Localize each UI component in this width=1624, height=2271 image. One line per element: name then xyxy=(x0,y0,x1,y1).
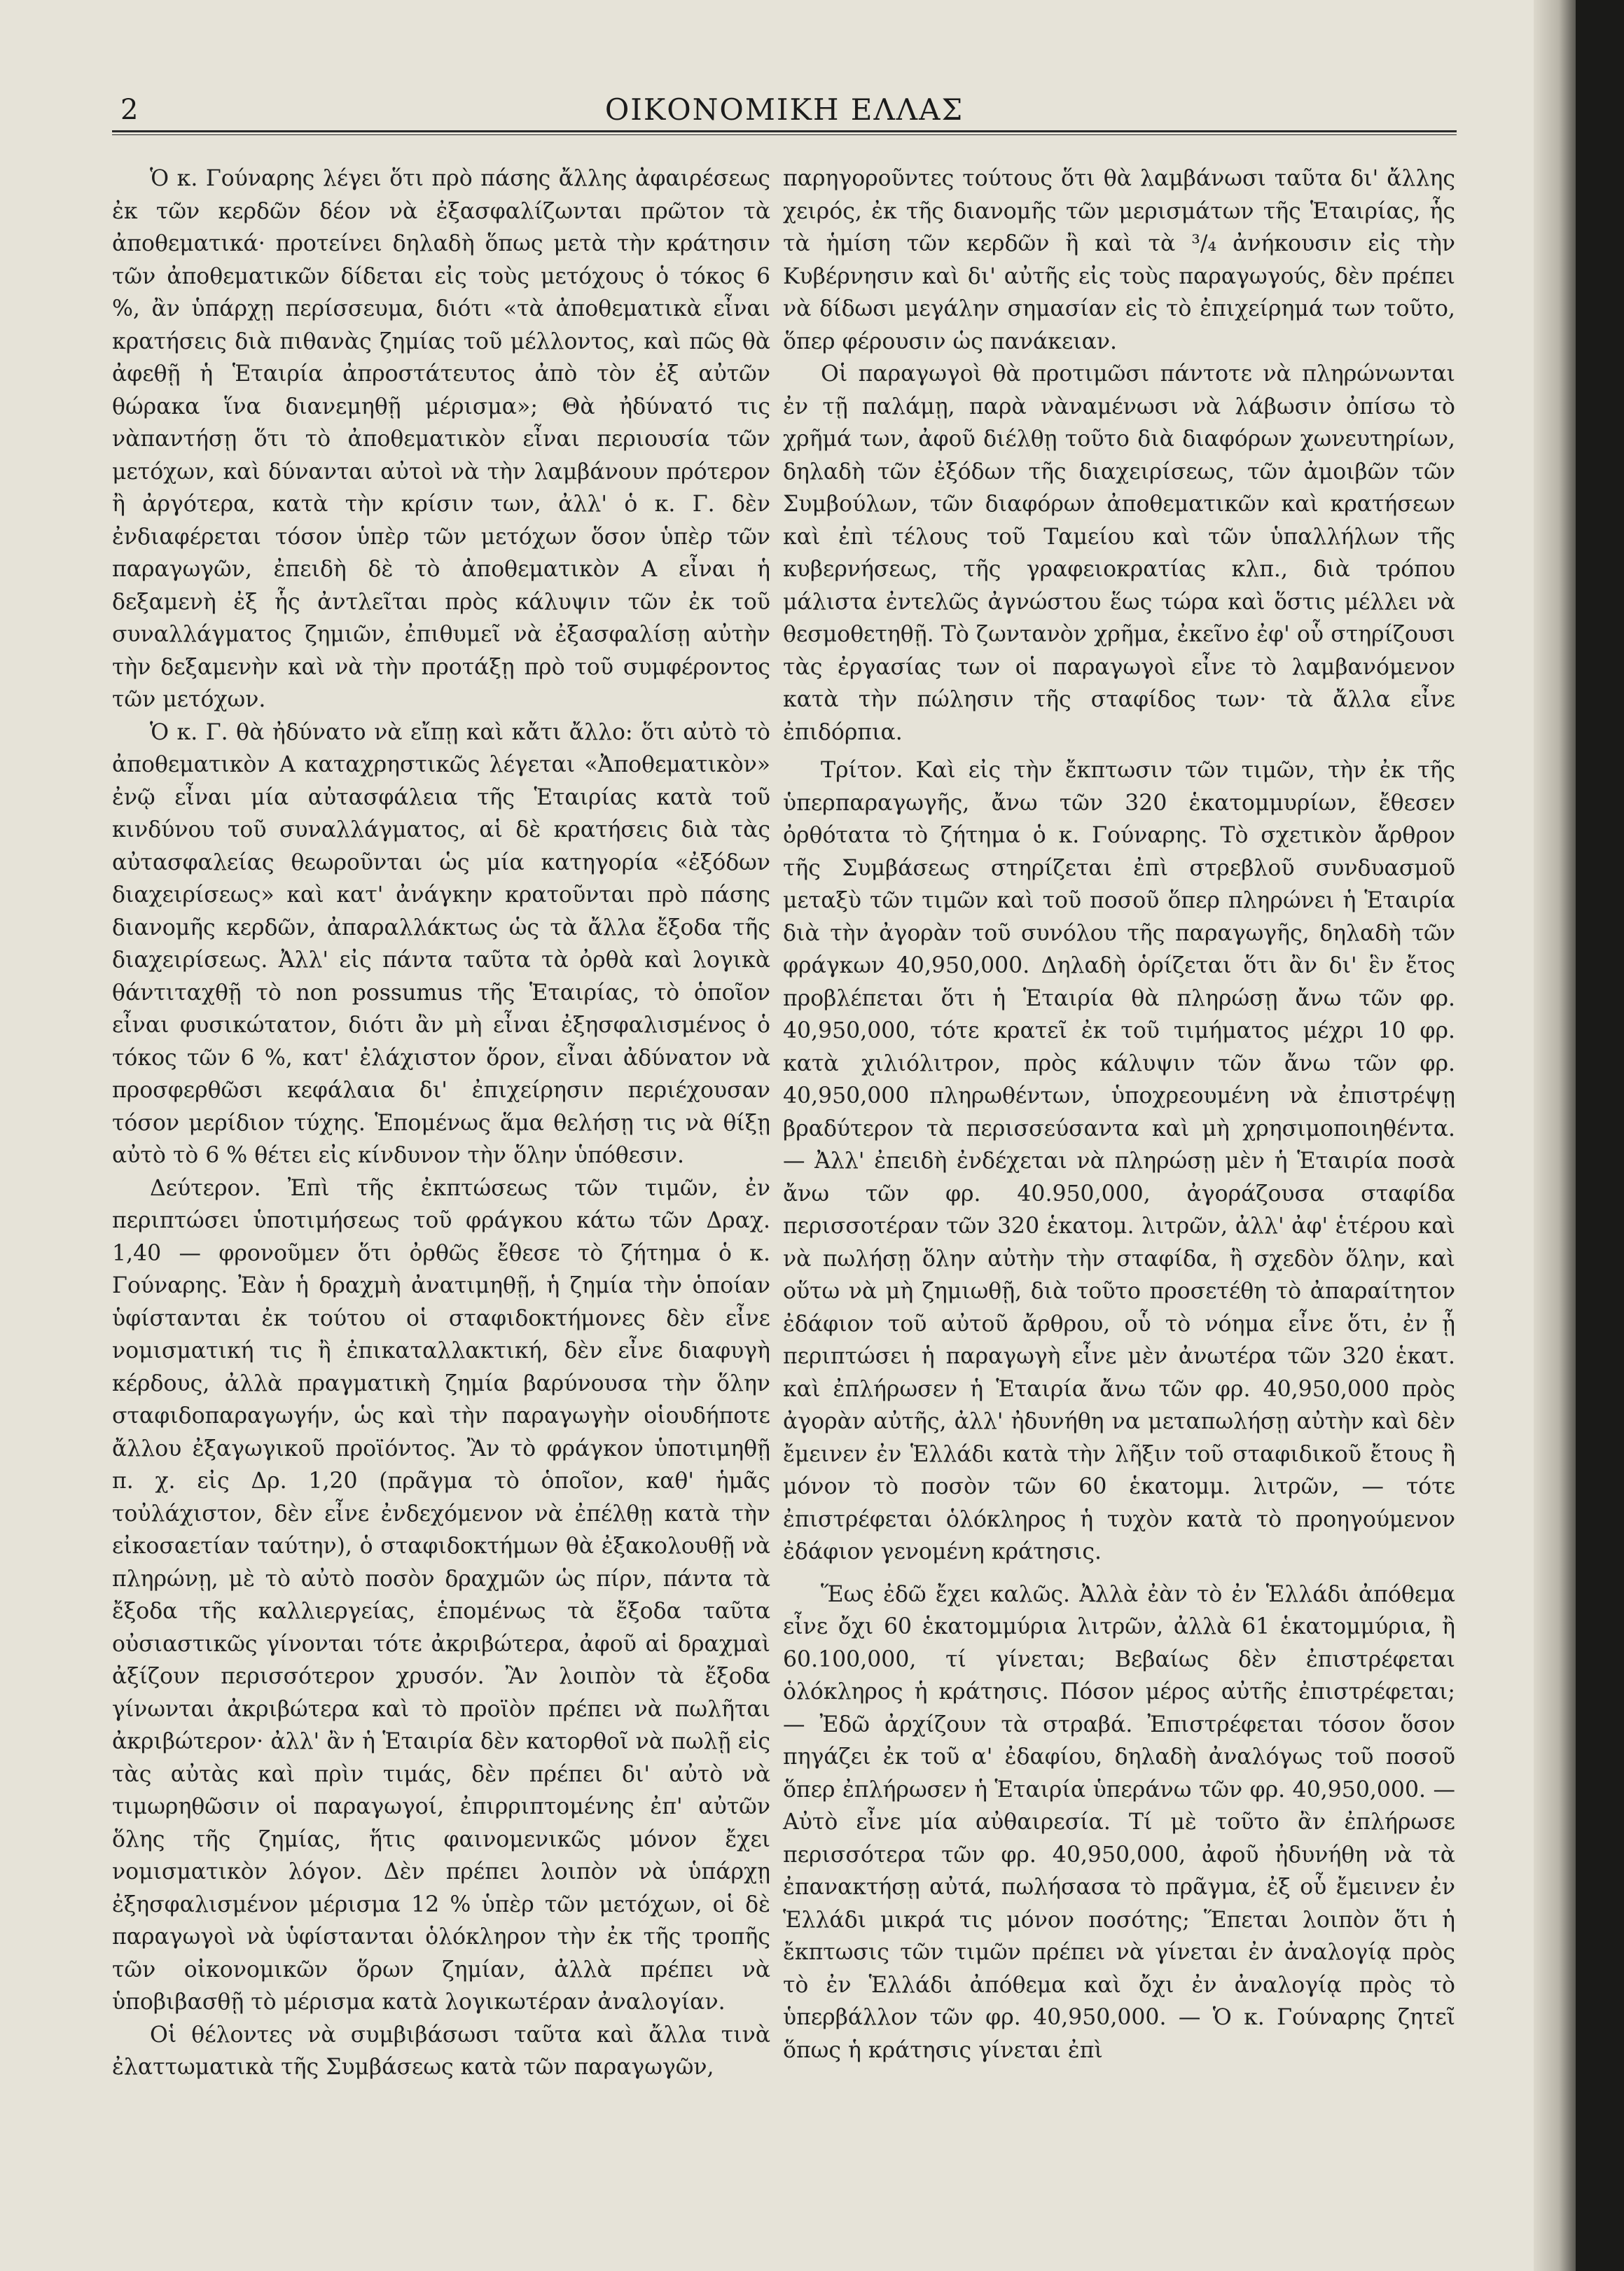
paragraph: Δεύτερον. Ἐπὶ τῆς ἐκπτώσεως τῶν τιμῶν, ἐν περιπτώσει ὑποτιμήσεως τοῦ φράγκου κάτω τῶν Δραχ. 1,40 — φρονοῦμεν ὅτι ὀρθῶς ἔθεσε τὸ ζήτημα ὁ κ. Γούναρης. Ἐὰν ἡ δραχμὴ ἀνατιμηθῇ, ἡ ζημία τὴν ὁποίαν ὑφίστανται ἐκ τούτου οἱ σταφιδοκτήμονες δὲν εἶνε νομισματική τις ἢ ἐπικαταλλακτική, δὲν εἶνε διαφυγὴ κέρδους, ἀλλὰ πραγματικὴ ζημία βαρύνουσα τὴν ὅλην σταφιδοπαραγωγήν, ὡς καὶ τὴν παραγωγὴν οἱουδήποτε ἄλλου ἐξαγωγικοῦ προϊόντος. Ἂν τὸ φράγκον ὑποτιμηθῇ π. χ. εἰς Δρ. 1,20 (πρᾶγμα τὸ ὁποῖον, καθ' ἡμᾶς τοὐλάχιστον, δὲν εἶνε ἐνδεχόμενον νὰ ἐπέλθῃ κατὰ τὴν εἰκοσαετίαν ταύτην), ὁ σταφιδοκτήμων θὰ ἐξακολουθῇ νὰ πληρώνῃ, μὲ τὸ αὐτὸ ποσὸν δραχμῶν ὡς πίρν, πάντα τὰ ἔξοδα τῆς καλλιεργείας, ἑπομένως τὰ ἔξοδα ταῦτα οὐσιαστικῶς γίνονται τότε ἀκριβώτερα, ἀφοῦ αἱ δραχμαὶ ἀξίζουν περισσότερον χρυσόν. Ἂν λοιπὸν τὰ ἔξοδα γίνωνται ἀκριβώτερα καὶ τὸ προϊὸν πρέπει νὰ πωλῆται ἀκριβώτερον· ἀλλ' ἂν ἡ Ἑταιρία δὲν κατορθοῖ νὰ πωλῇ εἰς τὰς αὐτὰς καὶ πρὶν τιμάς, δὲν πρέπει δι' αὐτὸ νὰ τιμωρηθῶσιν οἱ παραγωγοί, ἐπιρριπτομένης ἐπ' αὐτῶν ὅλης τῆς ζημίας, ἥτις φαινομενικῶς μόνον ἔχει νομισματικὸν λόγον. Δὲν πρέπει λοιπὸν νὰ ὑπάρχῃ ἐξησφαλισμένον μέρισμα 12 % ὑπὲρ τῶν μετόχων, οἱ δὲ παραγωγοὶ νὰ ὑφίστανται ὁλόκληρον τὴν ἐκ τῆς τροπῆς τῶν οἰκονομικῶν ὅρων ζημίαν, ἀλλὰ πρέπει νὰ ὑποβιβασθῇ τὸ μέρισμα κατὰ λογικωτέραν ἀναλογίαν. xyxy=(112,1175,770,2015)
paragraph: Οἱ θέλοντες νὰ συμβιβάσωσι ταῦτα καὶ ἄλλα τινὰ ἐλαττωματικὰ τῆς Συμβάσεως κατὰ τῶν παραγωγῶν, xyxy=(112,2022,770,2080)
paragraph: Ὁ κ. Γούναρης λέγει ὅτι πρὸ πάσης ἄλλης ἀφαιρέσεως ἐκ τῶν κερδῶν δέον νὰ ἐξασφαλίζωνται πρῶτον τὰ ἀποθεματικά· προτείνει δηλαδὴ ὅπως μετὰ τὴν κράτησιν τῶν ἀποθεματικῶν δίδεται εἰς τοὺς μετόχους ὁ τόκος 6 %, ἂν ὑπάρχῃ περίσσευμα, διότι «τὰ ἀποθεματικὰ εἶναι κρατήσεις διὰ πιθανὰς ζημίας τοῦ μέλλοντος, καὶ πῶς θὰ ἀφεθῇ ἡ Ἑταιρία ἀπροστάτευτος ἀπὸ τὸν ἐξ αὐτῶν θώρακα ἵνα διανεμηθῇ μέρισμα»; Θὰ ἠδύνατό τις νὰπαντήσῃ ὅτι τὸ ἀποθεματικὸν εἶναι περιουσία τῶν μετόχων, καὶ δύνανται αὐτοὶ νὰ τὴν λαμβάνουν πρότερον ἢ ἀργότερα, κατὰ τὴν κρίσιν των, ἀλλ' ὁ κ. Γ. δὲν ἐνδιαφέρεται τόσον ὑπὲρ τῶν μετόχων ὅσον ὑπὲρ τῶν παραγωγῶν, ἐπειδὴ δὲ τὸ ἀποθεματικὸν Α εἶναι ἡ δεξαμενὴ ἐξ ἧς ἀντλεῖται πρὸς κάλυψιν τῶν ἐκ τοῦ συναλλάγματος ζημιῶν, ἐπιθυμεῖ νὰ ἐξασφαλίσῃ αὐτὴν τὴν δεξαμενὴν καὶ νὰ τὴν προτάξῃ πρὸ τοῦ συμφέροντος τῶν μετόχων. xyxy=(112,166,770,712)
paragraph: Οἱ παραγωγοὶ θὰ προτιμῶσι πάντοτε νὰ πληρώνωνται ἐν τῇ παλάμῃ, παρὰ νὰναμένωσι νὰ λάβωσιν ὀπίσω τὸ χρῆμά των, ἀφοῦ διέλθῃ τοῦτο διὰ διαφόρων χωνευτηρίων, δηλαδὴ τῶν ἐξόδων τῆς διαχειρίσεως, τῶν ἀμοιβῶν τῶν Συμβούλων, τῶν διαφόρων ἀποθεματικῶν καὶ κρατήσεων καὶ ἐπὶ τέλους τοῦ Ταμείου καὶ τῶν ὑπαλλήλων τῆς κυβερνήσεως, τῆς γραφειοκρατίας κλπ., διὰ τρόπου μάλιστα ἐντελῶς ἀγνώστου ἕως τώρα καὶ ὅστις μέλλει νὰ θεσμοθετηθῇ. Τὸ ζωντανὸν χρῆμα, ἐκεῖνο ἐφ' οὗ στηρίζουσι τὰς ἐργασίας των οἱ παραγωγοὶ εἶνε τὸ λαμβανόμενον κατὰ τὴν πώλησιν τῆς σταφίδος των· τὰ ἄλλα εἶνε ἐπιδόρπια. xyxy=(783,361,1455,745)
page-header xyxy=(112,76,1457,132)
paragraph: Ὁ κ. Γ. θὰ ἠδύνατο νὰ εἴπῃ καὶ κἄτι ἄλλο: ὅτι αὐτὸ τὸ ἀποθεματικὸν Α καταχρηστικῶς λέγεται «Ἀποθεματικὸν» ἐνῷ εἶναι μία αὐτασφάλεια τῆς Ἑταιρίας κατὰ τοῦ κινδύνου τοῦ συναλλάγματος, αἱ δὲ κρατήσεις διὰ τὰς αὐτασφαλείας θεωροῦνται ὡς μία κατηγορία «ἐξόδων διαχειρίσεως» καὶ κατ' ἀνάγκην κρατοῦνται πρὸ πάσης διανομῆς κερδῶν, ἀπαραλλάκτως ὡς τὰ ἄλλα ἔξοδα τῆς διαχειρίσεως. Ἀλλ' εἰς πάντα ταῦτα τὰ ὀρθὰ καὶ λογικὰ θάντιταχθῇ τὸ non possumus τῆς Ἑταιρίας, τὸ ὁποῖον εἶναι φυσικώτατον, διότι ἂν μὴ εἶναι ἐξησφαλισμένος ὁ τόκος τῶν 6 %, κατ' ἐλάχιστον ὅρον, εἶναι ἀδύνατον νὰ προσφερθῶσι κεφάλαια δι' ἐπιχείρησιν περιέχουσαν τόσον μερίδιον τύχης. Ἑπομένως ἅμα θελήσῃ τις νὰ θίξῃ αὐτὸ τὸ 6 % θέτει εἰς κίνδυνον τὴν ὅλην ὑπόθεσιν. xyxy=(112,719,770,1168)
book-binding xyxy=(1576,0,1624,2271)
page-number: 2 xyxy=(120,94,139,126)
paragraph: Ἕως ἐδῶ ἔχει καλῶς. Ἀλλὰ ἐὰν τὸ ἐν Ἑλλάδι ἀπόθεμα εἶνε ὄχι 60 ἑκατομμύρια λιτρῶν, ἀλλὰ 61 ἑκατομμύρια, ἢ 60.100,000, τί γίνεται; Βεβαίως δὲν ἐπιστρέφεται ὁλόκληρος ἡ κράτησις. Πόσον μέρος αὐτῆς ἐπιστρέφεται; — Ἐδῶ ἀρχίζουν τὰ στραβά. Ἐπιστρέφεται τόσον ὅσον πηγάζει ἐκ τοῦ α' ἐδαφίου, δηλαδὴ ἀναλόγως τοῦ ποσοῦ ὅπερ ἐπλήρωσεν ἡ Ἑταιρία ὑπεράνω τῶν φρ. 40,950,000. — Αὐτὸ εἶνε μία αὐθαιρεσία. Τί μὲ τοῦτο ἂν ἐπλήρωσε περισσότερα τῶν φρ. 40,950,000, ἀφοῦ ἠδυνήθη νὰ τὰ ἐπανακτήσῃ αὐτά, πωλήσασα τὸ πρᾶγμα, ἐξ οὗ ἔμεινεν ἐν Ἑλλάδι μικρά τις μόνον ποσότης; Ἕπεται λοιπὸν ὅτι ἡ ἔκπτωσις τῶν τιμῶν πρέπει νὰ γίνεται ἐν ἀναλογίᾳ πρὸς τὸ ἐν Ἑλλάδι ἀπόθεμα καὶ ὄχι ἐν ἀναλογίᾳ πρὸς τὸ ὑπερβάλλον τῶν φρ. 40,950,000. — Ὁ κ. Γούναρης ζητεῖ ὅπως ἡ κράτησις γίνεται ἐπὶ xyxy=(783,1581,1455,2063)
paragraph: Τρίτον. Καὶ εἰς τὴν ἔκπτωσιν τῶν τιμῶν, τὴν ἐκ τῆς ὑπερπαραγωγῆς, ἄνω τῶν 320 ἑκατομμυρίων, ἔθεσεν ὀρθότατα τὸ ζήτημα ὁ κ. Γούναρης. Τὸ σχετικὸν ἄρθρον τῆς Συμβάσεως στηρίζεται ἐπὶ στρεβλοῦ συνδυασμοῦ μεταξὺ τῶν τιμῶν καὶ τοῦ ποσοῦ ὅπερ πληρώνει ἡ Ἑταιρία διὰ τὴν ἀγορὰν τοῦ συνόλου τῆς παραγωγῆς, δηλαδὴ τῶν φράγκων 40,950,000. Δηλαδὴ ὁρίζεται ὅτι ἂν δι' ἓν ἔτος προβλέπεται ὅτι ἡ Ἑταιρία θὰ πληρώσῃ ἄνω τῶν φρ. 40,950,000, τότε κρατεῖ ἐκ τοῦ τιμήματος μέχρι 10 φρ. κατὰ χιλιόλιτρον, πρὸς κάλυψιν τῶν ἄνω τῶν φρ. 40,950,000 πληρωθέντων, ὑποχρεουμένη νὰ ἐπιστρέψῃ βραδύτερον τὰ περισσεύσαντα καὶ μὴ χρησιμοποιηθέντα. — Ἀλλ' ἐπειδὴ ἐνδέχεται νὰ πληρώσῃ μὲν ἡ Ἑταιρία ποσὰ ἄνω τῶν φρ. 40.950,000, ἀγοράζουσα σταφίδα περισσοτέραν τῶν 320 ἑκατομ. λιτρῶν, ἀλλ' ἀφ' ἑτέρου καὶ νὰ πωλήσῃ ὅλην αὐτὴν τὴν σταφίδα, ἢ σχεδὸν ὅλην, καὶ οὕτω νὰ μὴ ζημιωθῇ, διὰ τοῦτο προσετέθη τὸ ἀπαραίτητον ἐδάφιον τοῦ αὐτοῦ ἄρθρου, οὗ τὸ νόημα εἶνε ὅτι, ἐν ᾗ περιπτώσει ἡ παραγωγὴ εἶνε μὲν ἀνωτέρα τῶν 320 ἑκατ. καὶ ἐπλήρωσεν ἡ Ἑταιρία ἄνω τῶν φρ. 40,950,000 πρὸς ἀγορὰν αὐτῆς, ἀλλ' ἠδυνήθη να μεταπωλήσῃ αὐτὴν καὶ δὲν ἔμεινεν ἐν Ἑλλάδι κατὰ τὴν λῆξιν τοῦ σταφιδικοῦ ἔτους ἢ μόνον τὸ ποσὸν τῶν 60 ἑκατομμ. λιτρῶν, — τότε ἐπιστρέφεται ὁλόκληρος ἡ τυχὸν κατὰ τὸ προηγούμενον ἐδάφιον γενομένη κράτησις. xyxy=(783,758,1455,1564)
left-column xyxy=(112,162,770,2084)
paragraph: παρηγοροῦντες τούτους ὅτι θὰ λαμβάνωσι ταῦτα δι' ἄλλης χειρός, ἐκ τῆς διανομῆς τῶν μερισμάτων τῆς Ἑταιρίας, ἧς τὰ ἡμίση τῶν κερδῶν ἢ καὶ τὰ ³/₄ ἀνήκουσιν εἰς τὴν Κυβέρνησιν καὶ δι' αὐτῆς εἰς τοὺς παραγωγούς, δὲν πρέπει νὰ δίδωσι μεγάλην σημασίαν εἰς τὸ ἐπιχείρημά των τοῦτο, ὅπερ φέρουσιν ὡς πανάκειαν. xyxy=(783,166,1455,354)
header-rule xyxy=(112,130,1457,132)
page-edge-shadow xyxy=(1534,0,1576,2271)
header-rule-thin xyxy=(112,134,1457,135)
right-column xyxy=(783,162,1455,2067)
journal-title: ΟΙΚΟΝΟΜΙΚΗ ΕΛΛΑΣ xyxy=(604,92,964,127)
